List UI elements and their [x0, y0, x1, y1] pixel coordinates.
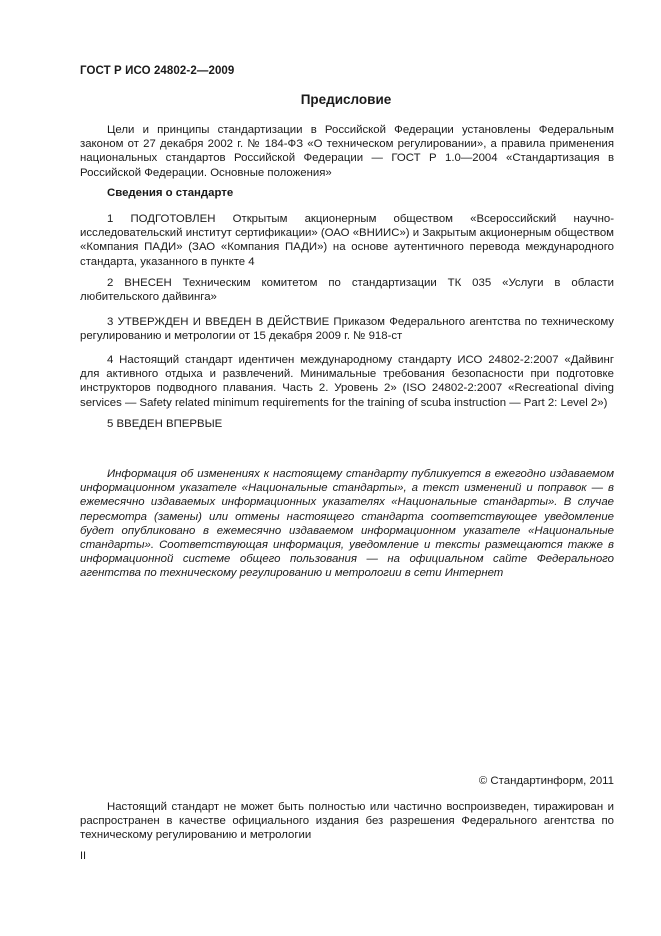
document-header: ГОСТ Р ИСО 24802-2—2009: [80, 65, 235, 77]
page-title: Предисловие: [300, 92, 392, 107]
item-1-paragraph: 1 ПОДГОТОВЛЕН Открытым акционерным обществом «Всероссийский научно-исследовательский институт сертификации» (ОАО «ВНИИС») и Закрытым акционерным обществом «Компания ПАДИ» (ЗАО «Компания ПАДИ») на основе аутентичного перевода международного стандарта, указанного в пункте 4: [80, 213, 614, 268]
item-3-paragraph: 3 УТВЕРЖДЕН И ВВЕДЕН В ДЕЙСТВИЕ Приказом Федерального агентства по техническому регулированию и метрологии от 15 декабря 2009 г. № 918-ст: [80, 316, 614, 343]
copyright-line: © Стандартинформ, 2011: [478, 775, 614, 787]
section-heading: Сведения о стандарте: [107, 187, 234, 199]
item-2-paragraph: 2 ВНЕСЕН Техническим комитетом по стандартизации ТК 035 «Услуги в области любительского дайвинга»: [80, 277, 614, 304]
item-4-paragraph: 4 Настоящий стандарт идентичен международному стандарту ИСО 24802-2:2007 «Дайвинг для активного отдыха и развлечений. Минимальные требования безопасности при подготовке инструкторов подводного плавания. Часть 2. Уровень 2» (ISO 24802-2:2007 «Recreational diving services — Safety related minimum requirements for the training of scuba instruction — Part 2: Level 2»): [80, 354, 614, 409]
amendment-notice: Информация об изменениях к настоящему стандарту публикуется в ежегодно издаваемом информационном указателе «Национальные стандарты», а текст изменений и поправок — в ежемесячно издаваемых информационных указателях «Национальные стандарты». В случае пересмотра (замены) или отмены настоящего стандарта соответствующее уведомление будет опубликовано в ежемесячно издаваемом информационном указателе «Национальные стандарты». Соответствующая информация, уведомление и тексты размещаются также в информационной системе общего пользования — на официальном сайте Федерального агентства по техническому регулированию и метрологии в сети Интернет: [80, 468, 614, 580]
item-5-paragraph: 5 ВВЕДЕН ВПЕРВЫЕ: [107, 418, 223, 430]
page-number: II: [80, 850, 87, 862]
intro-paragraph: Цели и принципы стандартизации в Российской Федерации установлены Федеральным законом от 27 декабря 2002 г. № 184-ФЗ «О техническом регулировании», а правила применения национальных стандартов Российской Федерации — ГОСТ Р 1.0—2004 «Стандартизация в Российской Федерации. Основные положения»: [80, 124, 614, 179]
reproduction-notice: Настоящий стандарт не может быть полностью или частично воспроизведен, тиражирован и распространен в качестве официального издания без разрешения Федерального агентства по техническому регулированию и метрологии: [80, 801, 614, 842]
